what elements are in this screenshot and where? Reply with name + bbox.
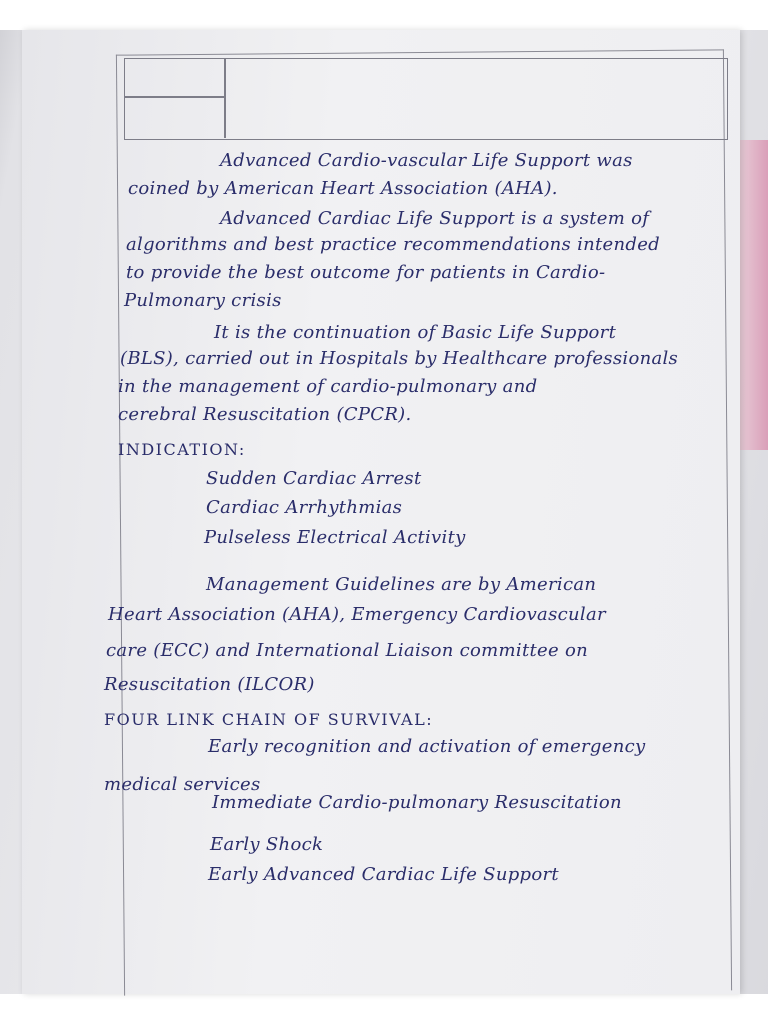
para3-line-1: It is the continuation of Basic Life Support [214,322,617,343]
para2-line-1: Advanced Cardiac Life Support is a system of [220,208,650,229]
chain-heading: FOUR LINK CHAIN OF SURVIVAL: [104,710,434,729]
chain-item-3: Early Shock [210,834,324,855]
para4-line-1: Management Guidelines are by American [206,574,597,595]
pink-paper-edge [740,140,768,450]
para2-line-3: to provide the best outcome for patients in Cardio- [126,262,606,283]
bottom-border [0,994,768,1024]
para1-line-1: Advanced Cardio-vascular Life Support was [220,150,633,171]
indication-heading: INDICATION: [118,440,246,459]
header-box-divider-vertical [224,58,226,138]
para4-line-3: care (ECC) and International Liaison committee on [106,640,588,661]
chain-item-1: Early recognition and activation of emergency [208,736,646,757]
indication-item-3: Pulseless Electrical Activity [204,527,466,548]
indication-item-2: Cardiac Arrhythmias [206,497,403,518]
header-box-divider-horizontal [124,96,224,98]
para4-line-2: Heart Association (AHA), Emergency Cardiovascular [108,604,606,625]
para3-line-2: (BLS), carried out in Hospitals by Healthcare professionals [120,348,679,369]
para2-line-2: algorithms and best practice recommendations intended [126,234,660,255]
para4-line-4: Resuscitation (ILCOR) [104,674,315,695]
para2-line-4: Pulmonary crisis [124,290,282,311]
para3-line-3: in the management of cardio-pulmonary and [118,376,538,397]
chain-item-4: Early Advanced Cardiac Life Support [208,864,559,885]
chain-item-1-continued: medical services [104,774,261,795]
chain-item-2: Immediate Cardio-pulmonary Resuscitation [212,792,622,813]
top-border [0,0,768,30]
indication-item-1: Sudden Cardiac Arrest [206,468,422,489]
para1-line-2: coined by American Heart Association (AHA). [128,178,558,199]
header-box [124,58,728,140]
para3-line-4: cerebral Resuscitation (CPCR). [118,404,412,425]
